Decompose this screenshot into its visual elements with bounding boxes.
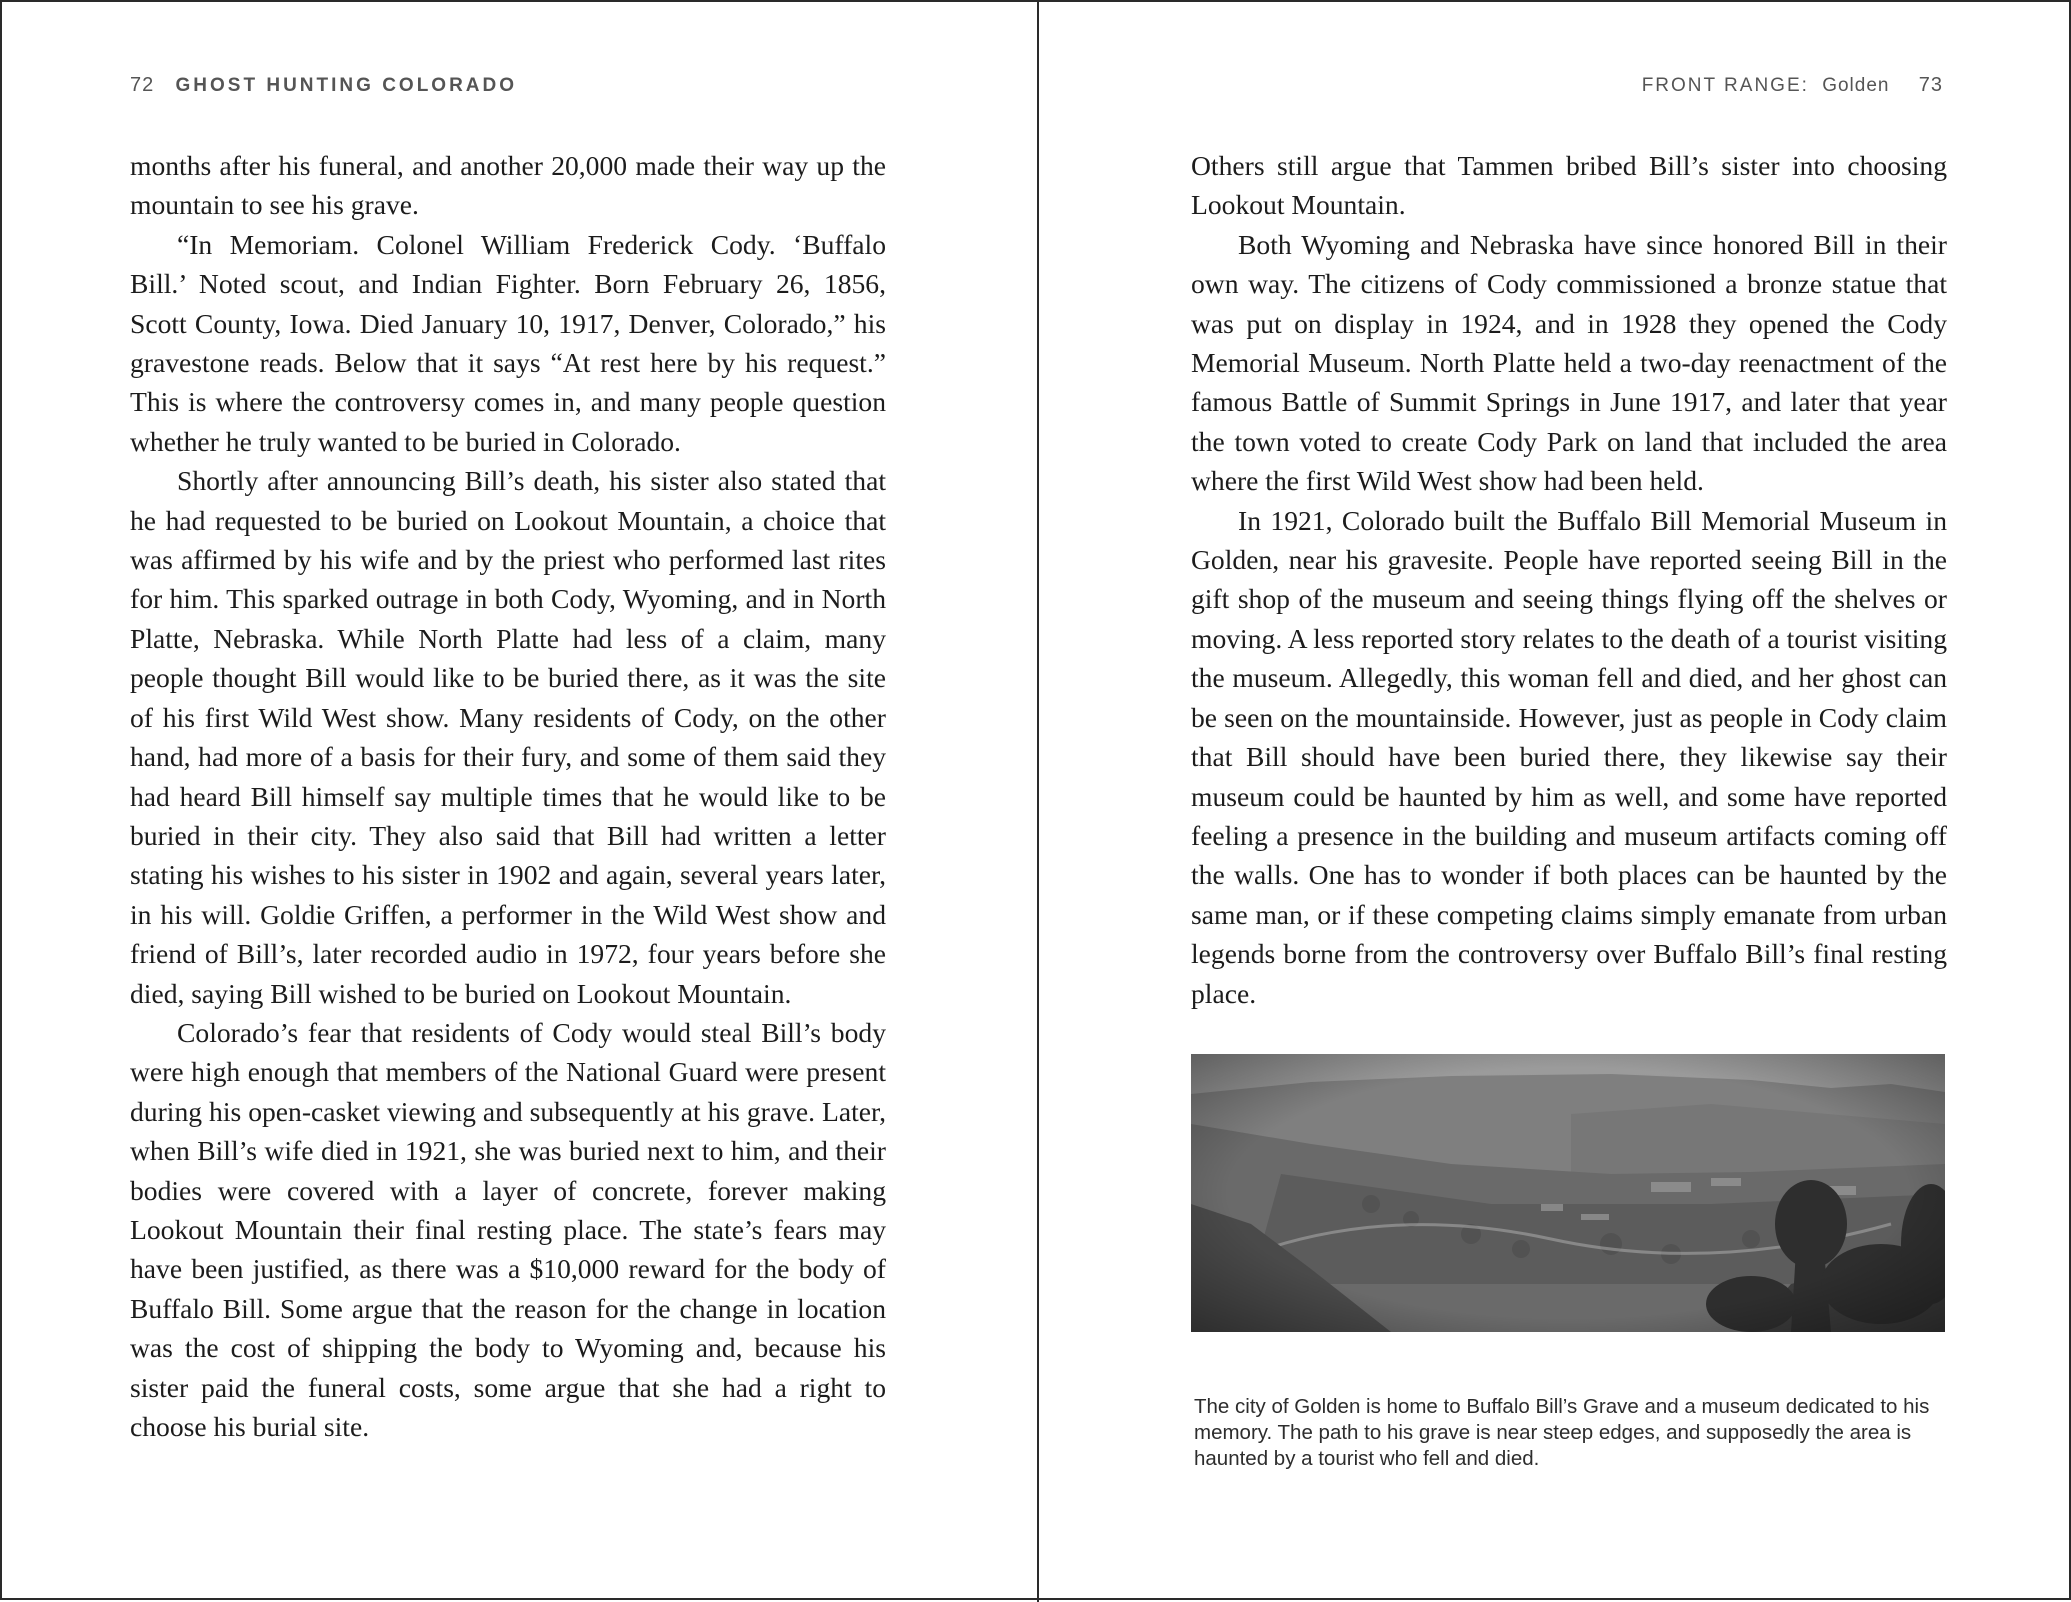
right-page <box>1039 2 2071 1602</box>
chapter-subtitle: Golden <box>1822 75 1890 96</box>
right-running-head <box>1642 74 1943 97</box>
paragraph: Both Wyoming and Nebraska have since honored Bill in their own way. The citizens of Cody commissioned a bronze statue that was put on display in 1924, and in 1928 they opened the Cody Memorial Museum. North Platte held a two-day reenactment of the famous Battle of Summit Springs in June 1917, and later that year the town voted to create Cody Park on land that included the area where the first Wild West show had been held. <box>1191 228 1947 497</box>
paragraph: Shortly after announcing Bill’s death, his sister also stated that he had requested to be buried on Lookout Mountain, a choice that was affirmed by his wife and by the priest who performed last rites for him. This sparked outrage in both Cody, Wyoming, and in North Platte, Nebraska. While North Platte had less of a claim, many people thought Bill would like to be buried there, as it was the site of his first Wild West show. Many residents of Cody, on the other hand, had more of a basis for their fury, and some of them said they had heard Bill himself say multiple times that he would like to be buried in their city. They also said that Bill had written a letter stating his wishes to his sister in 1902 and again, several years later, in his will. Goldie Griffen, a performer in the Wild West show and friend of Bill’s, later recorded audio in 1972, four years before she died, saying Bill wished to be buried on Lookout Mountain. <box>130 465 886 1009</box>
photo-caption: The city of Golden is home to Buffalo Bill’s Grave and a museum dedicated to his memory. The path to his grave is near steep edges, and supposedly the area is haunted by a tourist who fell and died. <box>1194 1395 1930 1470</box>
left-running-head <box>130 74 517 97</box>
paragraph: “In Memoriam. Colonel William Frederick Cody. ‘Buffalo Bill.’ Noted scout, and Indian Fighter. Born February 26, 1856, Scott County, Iowa. Died January 10, 1917, Denver, Colorado,” his gravestone reads. Below that it says “At rest here by his request.” This is where the controversy comes in, and many people question whether he truly wanted to be buried in Colorado. <box>130 228 886 457</box>
right-page-number: 73 <box>1918 74 1943 96</box>
paragraph: months after his funeral, and another 20,000 made their way up the mountain to see his grave. <box>130 150 886 221</box>
paragraph: Others still argue that Tammen bribed Bill’s sister into choosing Lookout Mountain. <box>1191 150 1947 221</box>
paragraph: In 1921, Colorado built the Buffalo Bill Memorial Museum in Golden, near his gravesite. People have reported seeing Bill in the gift shop of the museum and seeing things flying off the shelves or moving. A less reported story relates to the death of a tourist visiting the museum. Allegedly, this woman fell and died, and her ghost can be seen on the mountainside. However, just as people in Cody claim that Bill should have been buried there, they likewise say their museum could be haunted by him as well, and some have reported feeling a presence in the building and museum artifacts coming off the walls. One has to wonder if both places can be haunted by the same man, or if these competing claims simply emanate from urban legends borne from the controversy over Buffalo Bill’s final resting place. <box>1191 504 1947 1009</box>
right-body-text <box>1191 146 1947 1013</box>
chapter-label: FRONT RANGE: <box>1641 75 1809 96</box>
book-title: GHOST HUNTING COLORADO <box>175 75 518 96</box>
left-body-text <box>130 146 886 1446</box>
photo-illustration <box>1191 1054 1945 1332</box>
paragraph: Colorado’s fear that residents of Cody would steal Bill’s body were high enough that members of the National Guard were present during his open-casket viewing and subsequently at his grave. Later, when Bill’s wife died in 1921, she was buried next to him, and their bodies were covered with a layer of concrete, forever making Lookout Mountain their final resting place. The state’s fears may have been justified, as there was a $10,000 reward for the body of Buffalo Bill. Some argue that the reason for the change in location was the cost of shipping the body to Wyoming and, because his sister paid the funeral costs, some argue that she had a right to choose his burial site. <box>130 1016 886 1442</box>
left-page <box>2 2 1037 1602</box>
left-page-number: 72 <box>130 74 155 96</box>
golden-city-photo <box>1191 1054 1945 1332</box>
